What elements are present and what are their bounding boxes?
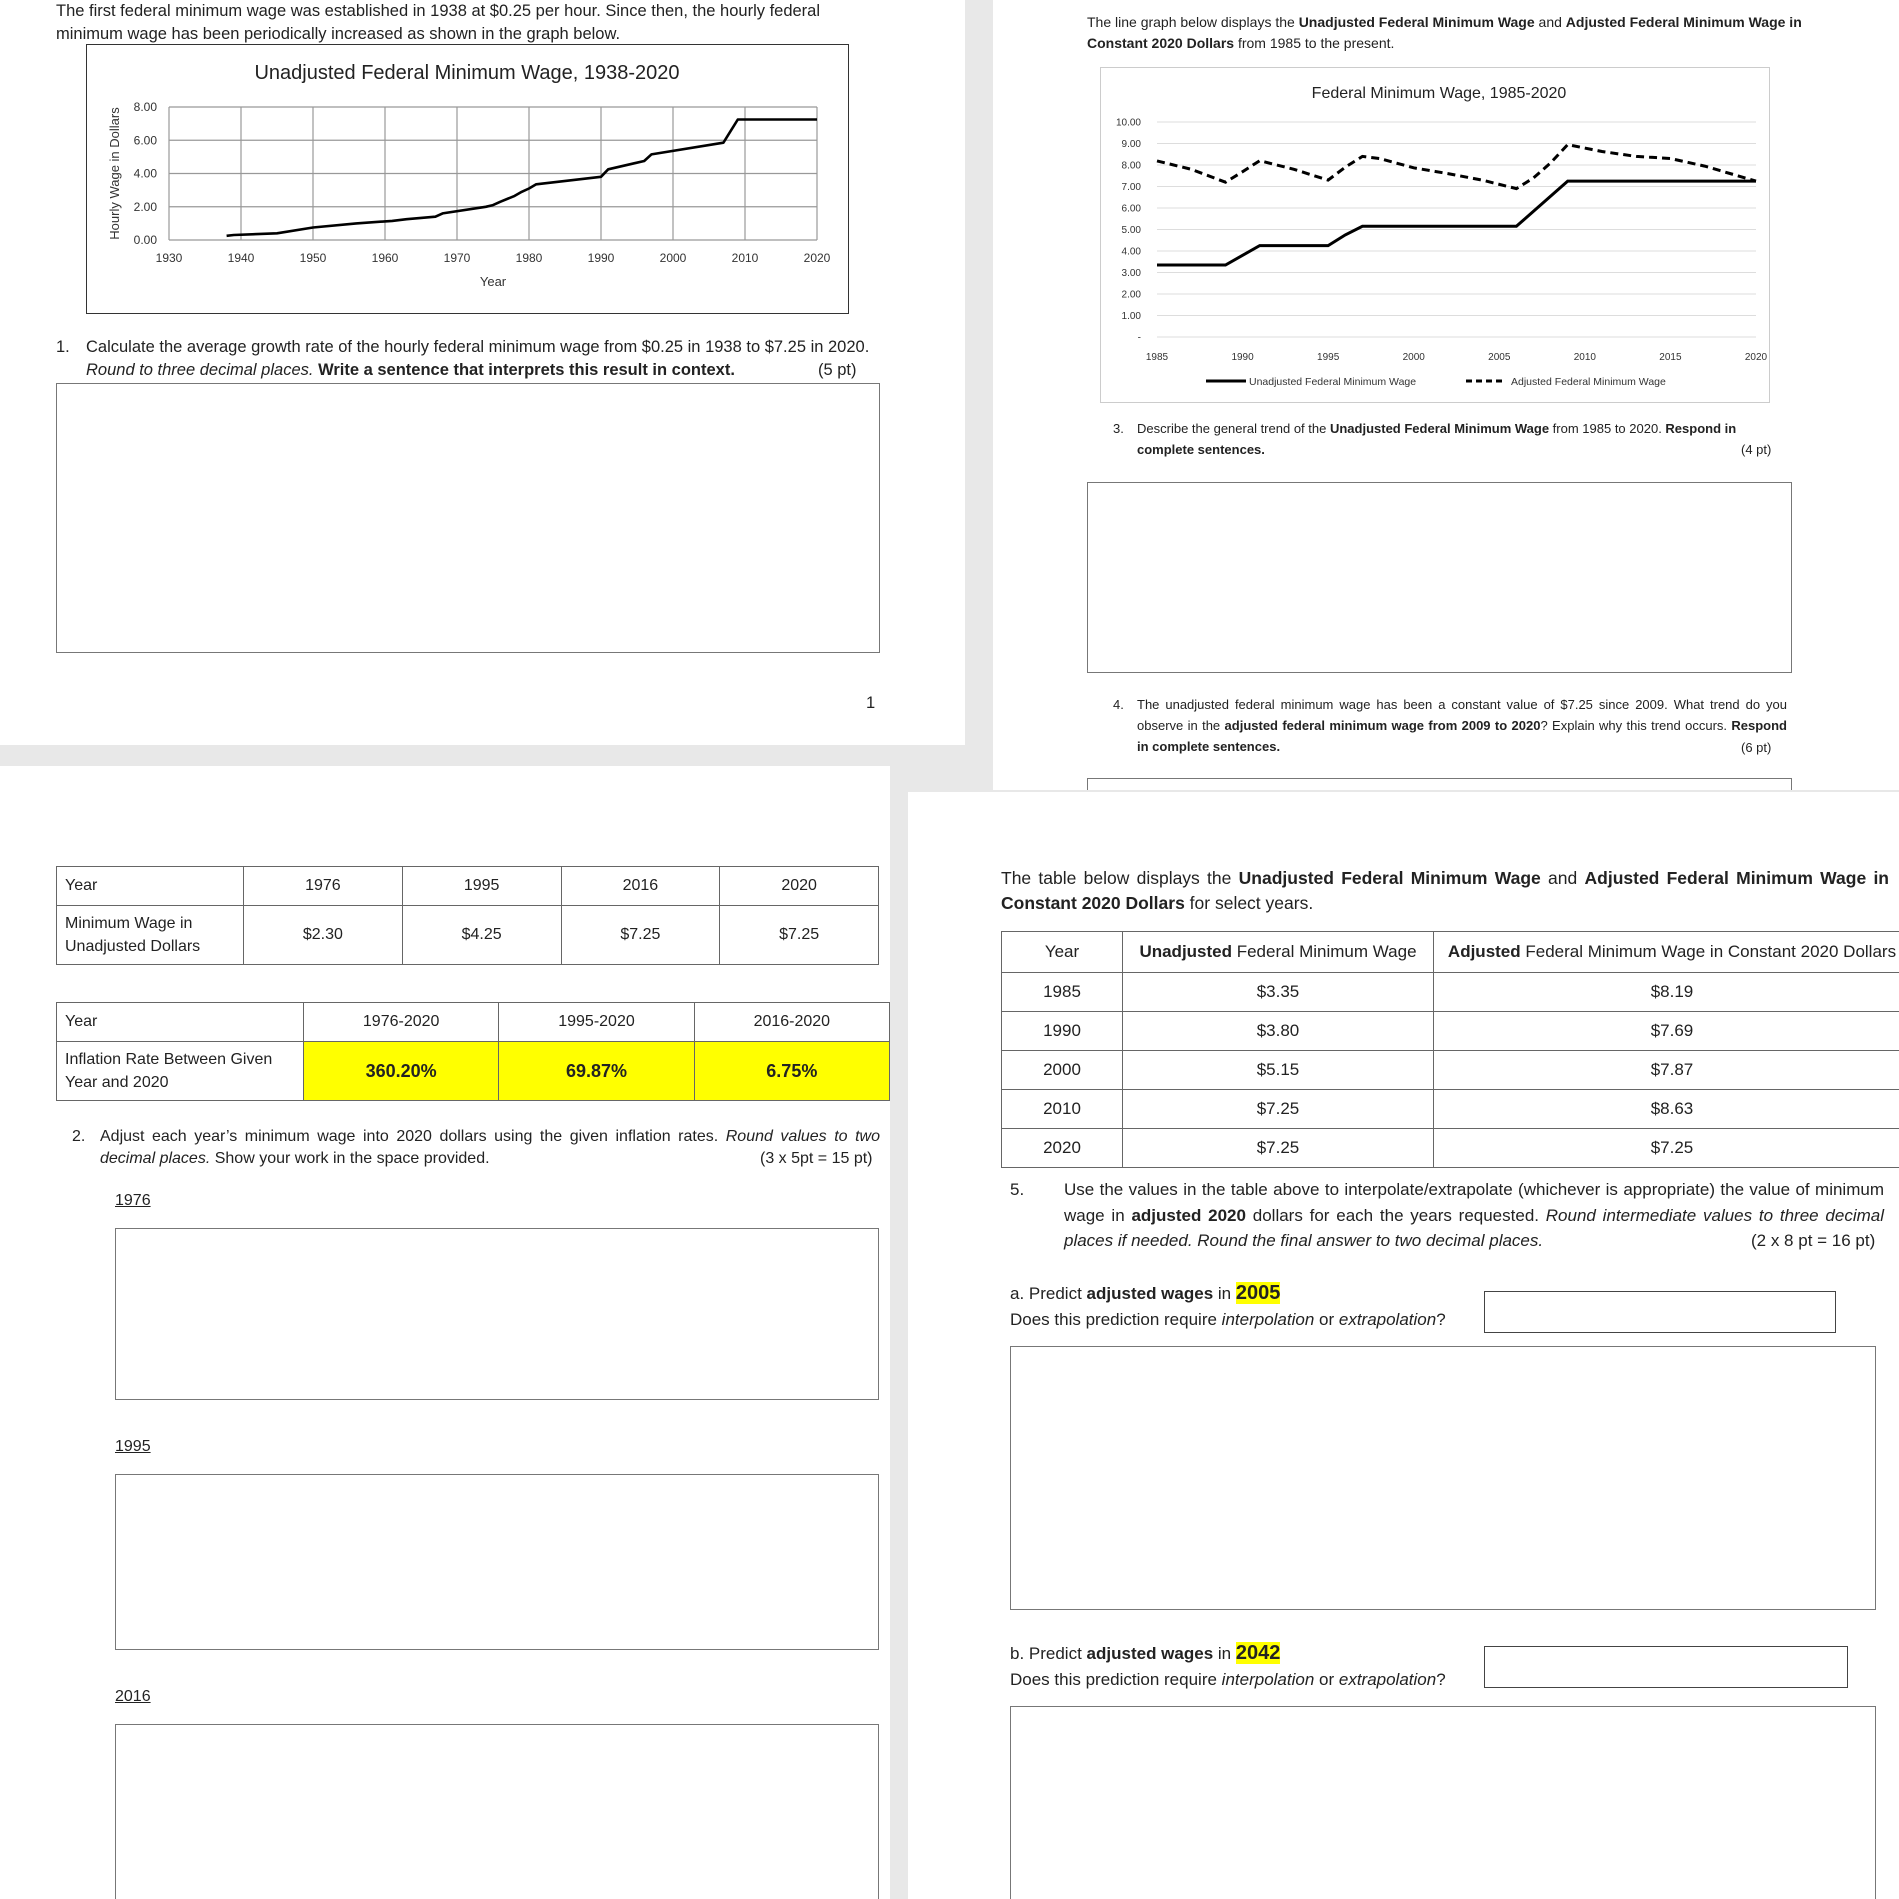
q1-interpret: Write a sentence that interprets this result in context.: [318, 361, 735, 379]
table-header: Minimum Wage in Unadjusted Dollars: [57, 906, 244, 965]
y-tick-label: 8.00: [133, 100, 157, 114]
label-2016: 2016: [115, 1688, 151, 1705]
a-question-text: Does this prediction require: [1010, 1310, 1222, 1329]
table-cell: 1990: [1002, 1012, 1123, 1051]
b-or: or: [1314, 1670, 1339, 1689]
table-cell: 2010: [1002, 1090, 1123, 1129]
y-tick-label: -: [1137, 332, 1141, 344]
x-tick-label: 1980: [515, 251, 543, 265]
q2-number: 2.: [72, 1128, 86, 1145]
table-cell: $7.69: [1434, 1012, 1899, 1051]
x-axis-label: Year: [479, 274, 507, 289]
table-header: [1123, 932, 1434, 973]
q5-points: (2 x 8 pt = 16 pt): [1751, 1231, 1876, 1250]
page4-intro: [1001, 866, 1889, 916]
worksheet-page-2: [993, 0, 1899, 790]
q4-answer-box-top[interactable]: [1087, 778, 1792, 790]
y-tick-label: 8.00: [1121, 160, 1141, 172]
part-b-label: [1010, 1640, 1446, 1693]
y-tick-label: 1.00: [1121, 311, 1141, 322]
x-tick-label: 1950: [299, 251, 327, 265]
y-tick-label: 9.00: [1121, 139, 1141, 150]
a-interpolation: interpolation: [1221, 1310, 1315, 1329]
table-cell: $8.19: [1434, 973, 1899, 1012]
q5-c: dollars for each the years requested.: [1245, 1205, 1546, 1225]
h-unadj-bold: Unadjusted: [1139, 942, 1232, 961]
chart-title: Unadjusted Federal Minimum Wage, 1938-2020: [254, 62, 680, 84]
unadjusted-wage-chart: [87, 45, 847, 312]
y-tick-label: 4.00: [1121, 246, 1141, 258]
table-cell: 1995-2020: [499, 1003, 694, 1042]
table-row: [1002, 932, 1899, 973]
x-tick-label: 2010: [731, 251, 759, 265]
y-tick-label: 4.00: [133, 166, 157, 181]
part-a-answer-box[interactable]: [1010, 1346, 1876, 1610]
table-cell: 2020: [720, 867, 879, 906]
q4-points: (6 pt): [1741, 740, 1772, 755]
q3-b: Unadjusted Federal Minimum Wage: [1329, 421, 1550, 436]
b-label: b. Predict: [1010, 1644, 1087, 1663]
table-cell: $7.25: [720, 906, 879, 965]
x-tick-label: 2010: [1573, 352, 1596, 363]
q4-number: 4.: [1113, 697, 1124, 712]
a-in: in: [1213, 1284, 1236, 1303]
q2-points: (3 x 5pt = 15 pt): [760, 1150, 873, 1167]
x-tick-label: 1960: [371, 251, 399, 265]
page2-intro-b: Unadjusted Federal Minimum Wage: [1298, 14, 1535, 30]
q3-a: Describe the general trend of the: [1137, 421, 1330, 436]
table-cell: $7.25: [1434, 1129, 1899, 1168]
table-cell: 1976: [244, 867, 403, 906]
chart-2-frame: [1100, 67, 1770, 403]
chart-1-frame: [86, 44, 849, 314]
q2-round: Round values to two decimal places.: [100, 1128, 880, 1167]
a-label: a. Predict: [1010, 1284, 1087, 1303]
table-cell: 2000: [1002, 1051, 1123, 1090]
table-cell: $7.25: [1123, 1129, 1434, 1168]
wage-table: [56, 866, 879, 965]
q3-text: [1137, 418, 1787, 460]
x-tick-label: 1930: [155, 251, 183, 265]
table-row: [57, 906, 879, 965]
q4-b: adjusted federal minimum wage from 2009 to 2020: [1224, 718, 1541, 733]
page2-intro-d: Adjusted Federal Minimum Wage in Constant 2020 Dollars: [1087, 14, 1802, 51]
a-bold: adjusted wages: [1086, 1284, 1214, 1303]
b-extrapolation: extrapolation: [1338, 1670, 1437, 1689]
q3-answer-box[interactable]: [1087, 482, 1792, 673]
q1-answer-box[interactable]: [56, 383, 880, 653]
page2-intro-e: from 1985 to the present.: [1234, 35, 1395, 51]
table-header: Year: [1002, 932, 1123, 973]
table-header: Inflation Rate Between Given Year and 2020: [57, 1042, 304, 1101]
x-tick-label: 2020: [803, 251, 831, 265]
table-cell: $3.80: [1123, 1012, 1434, 1051]
table-cell: 2020: [1002, 1129, 1123, 1168]
table-cell: 1976-2020: [304, 1003, 499, 1042]
worksheet-page-3: [0, 766, 890, 1899]
page4-intro-a: The table below displays the: [1001, 868, 1239, 888]
b-year: 2042: [1235, 1642, 1281, 1664]
b-qmark: ?: [1436, 1670, 1446, 1689]
page4-intro-c: and: [1540, 868, 1585, 888]
table-cell: $7.25: [561, 906, 720, 965]
x-tick-label: 1985: [1145, 352, 1169, 363]
table-cell: $7.25: [1123, 1090, 1434, 1129]
table-row: [1002, 1129, 1899, 1168]
y-tick-label: 0.00: [133, 233, 157, 247]
q4-d: Respond in complete sentences.: [1137, 718, 1787, 754]
q2-show: Show your work in the space provided.: [214, 1150, 490, 1167]
q5-a: Use the values in the table above to interpolate/extrapolate (whichever is appropriate) the value of minimum wage in: [1064, 1180, 1884, 1225]
b-question-text: Does this prediction require: [1010, 1670, 1222, 1689]
table-header: Year: [57, 1003, 304, 1042]
q1-text: Calculate the average growth rate of the hourly federal minimum wage from $0.25 in 1938 to $7.25 in 2020.: [86, 338, 870, 356]
x-tick-label: 2000: [659, 251, 687, 265]
y-tick-label: 6.00: [1121, 203, 1141, 215]
page4-intro-d: Adjusted Federal Minimum Wage in Constant 2020 Dollars: [1001, 868, 1889, 913]
worksheet-page-1: [0, 0, 965, 745]
adjusted-wage-table: [1001, 931, 1899, 1168]
a-year: 2005: [1235, 1282, 1281, 1304]
x-tick-label: 1990: [587, 251, 615, 265]
q5-number: 5.: [1010, 1180, 1025, 1199]
table-cell: 1985: [1002, 973, 1123, 1012]
h-unadj-rest: Federal Minimum Wage: [1232, 942, 1417, 961]
chart-title: Federal Minimum Wage, 1985-2020: [1311, 85, 1567, 102]
y-tick-label: 3.00: [1121, 268, 1141, 279]
y-tick-label: 2.00: [1121, 289, 1141, 301]
x-tick-label: 2015: [1659, 352, 1682, 363]
table-header: [1434, 932, 1899, 973]
q1-instructions: [86, 359, 735, 382]
q5-d: Round intermediate values to three decimal places if needed. Round the final answer to two decimal places.: [1064, 1205, 1884, 1250]
wage-series-line: [227, 120, 817, 236]
unadjusted-series-line: [1157, 181, 1756, 265]
table-cell: 6.75%: [694, 1042, 889, 1101]
b-in: in: [1213, 1644, 1236, 1663]
part-a-type-input[interactable]: [1484, 1291, 1836, 1333]
inflation-table: [56, 1002, 890, 1101]
answer-box-1995[interactable]: [115, 1474, 879, 1650]
table-cell: 360.20%: [304, 1042, 499, 1101]
label-1995: 1995: [115, 1438, 151, 1455]
table-cell: 1995: [402, 867, 561, 906]
part-b-answer-box[interactable]: [1010, 1706, 1876, 1899]
page4-intro-e: for select years.: [1184, 893, 1314, 913]
y-tick-label: 2.00: [133, 199, 157, 214]
h-adj-bold: Adjusted: [1447, 942, 1521, 961]
x-tick-label: 1940: [227, 251, 255, 265]
table-cell: 2016: [561, 867, 720, 906]
b-interpolation: interpolation: [1221, 1670, 1315, 1689]
table-row: [1002, 1012, 1899, 1051]
legend-unadjusted-label: Unadjusted Federal Minimum Wage: [1249, 376, 1417, 388]
table-header: Year: [57, 867, 244, 906]
x-tick-label: 2005: [1488, 352, 1511, 363]
y-axis-label: Hourly Wage in Dollars: [107, 107, 122, 240]
q1-number: 1.: [56, 338, 70, 356]
h-adj-rest: Federal Minimum Wage in Constant 2020 Dollars: [1520, 942, 1897, 961]
part-b-type-input[interactable]: [1484, 1646, 1848, 1688]
intro-text: The first federal minimum wage was established in 1938 at $0.25 per hour. Since then, the hourly federal minimum wage has been periodically increased as shown in the graph below.: [56, 2, 821, 43]
q3-number: 3.: [1113, 421, 1124, 436]
page2-intro: [1087, 12, 1807, 54]
q3-c: from 1985 to 2020.: [1549, 421, 1666, 436]
answer-box-1976[interactable]: [115, 1228, 879, 1400]
a-qmark: ?: [1436, 1310, 1446, 1329]
x-tick-label: 2020: [1744, 352, 1768, 363]
q4-text: [1137, 694, 1787, 757]
q1-round: Round to three decimal places.: [86, 361, 314, 379]
table-cell: $3.35: [1123, 973, 1434, 1012]
page-number: 1: [866, 694, 876, 712]
y-tick-label: 5.00: [1121, 225, 1141, 236]
table-row: [57, 867, 879, 906]
table-cell: 69.87%: [499, 1042, 694, 1101]
x-tick-label: 1990: [1231, 352, 1254, 363]
table-cell: $7.87: [1434, 1051, 1899, 1090]
table-cell: $4.25: [402, 906, 561, 965]
table-cell: $5.15: [1123, 1051, 1434, 1090]
table-row: [57, 1003, 890, 1042]
y-tick-label: 6.00: [133, 133, 157, 148]
x-tick-label: 2000: [1402, 352, 1425, 363]
q3-points: (4 pt): [1741, 442, 1772, 457]
b-bold: adjusted wages: [1086, 1644, 1214, 1663]
q2-main: Adjust each year’s minimum wage into 2020 dollars using the given inflation rates.: [100, 1128, 719, 1145]
table-row: [1002, 1051, 1899, 1090]
page2-intro-c: and: [1534, 14, 1566, 30]
table-row: [1002, 1090, 1899, 1129]
x-tick-label: 1970: [443, 251, 471, 265]
y-tick-label: 10.00: [1115, 117, 1141, 129]
label-1976: 1976: [115, 1192, 151, 1209]
table-row: [1002, 973, 1899, 1012]
q1-points: (5 pt): [818, 361, 857, 379]
x-tick-label: 1995: [1317, 352, 1340, 363]
y-tick-label: 7.00: [1121, 182, 1141, 193]
a-extrapolation: extrapolation: [1338, 1310, 1437, 1329]
federal-wage-chart: [1101, 68, 1768, 401]
a-or: or: [1314, 1310, 1339, 1329]
table-cell: $8.63: [1434, 1090, 1899, 1129]
q5-b: adjusted 2020: [1131, 1205, 1246, 1225]
table-cell: $2.30: [244, 906, 403, 965]
answer-box-2016[interactable]: [115, 1724, 879, 1899]
q3-d: Respond in complete sentences.: [1137, 421, 1737, 457]
table-cell: 2016-2020: [694, 1003, 889, 1042]
q4-c: ? Explain why this trend occurs.: [1540, 718, 1732, 733]
legend-adjusted-label: Adjusted Federal Minimum Wage: [1511, 376, 1666, 388]
worksheet-page-4: [908, 792, 1899, 1899]
part-a-label: [1010, 1280, 1446, 1333]
page4-intro-b: Unadjusted Federal Minimum Wage: [1238, 868, 1541, 888]
table-row: [57, 1042, 890, 1101]
page2-intro-a: The line graph below displays the: [1087, 14, 1299, 30]
q4-a: The unadjusted federal minimum wage has been a constant value of $7.25 since 2009. What trend do you observe in the: [1137, 697, 1787, 733]
